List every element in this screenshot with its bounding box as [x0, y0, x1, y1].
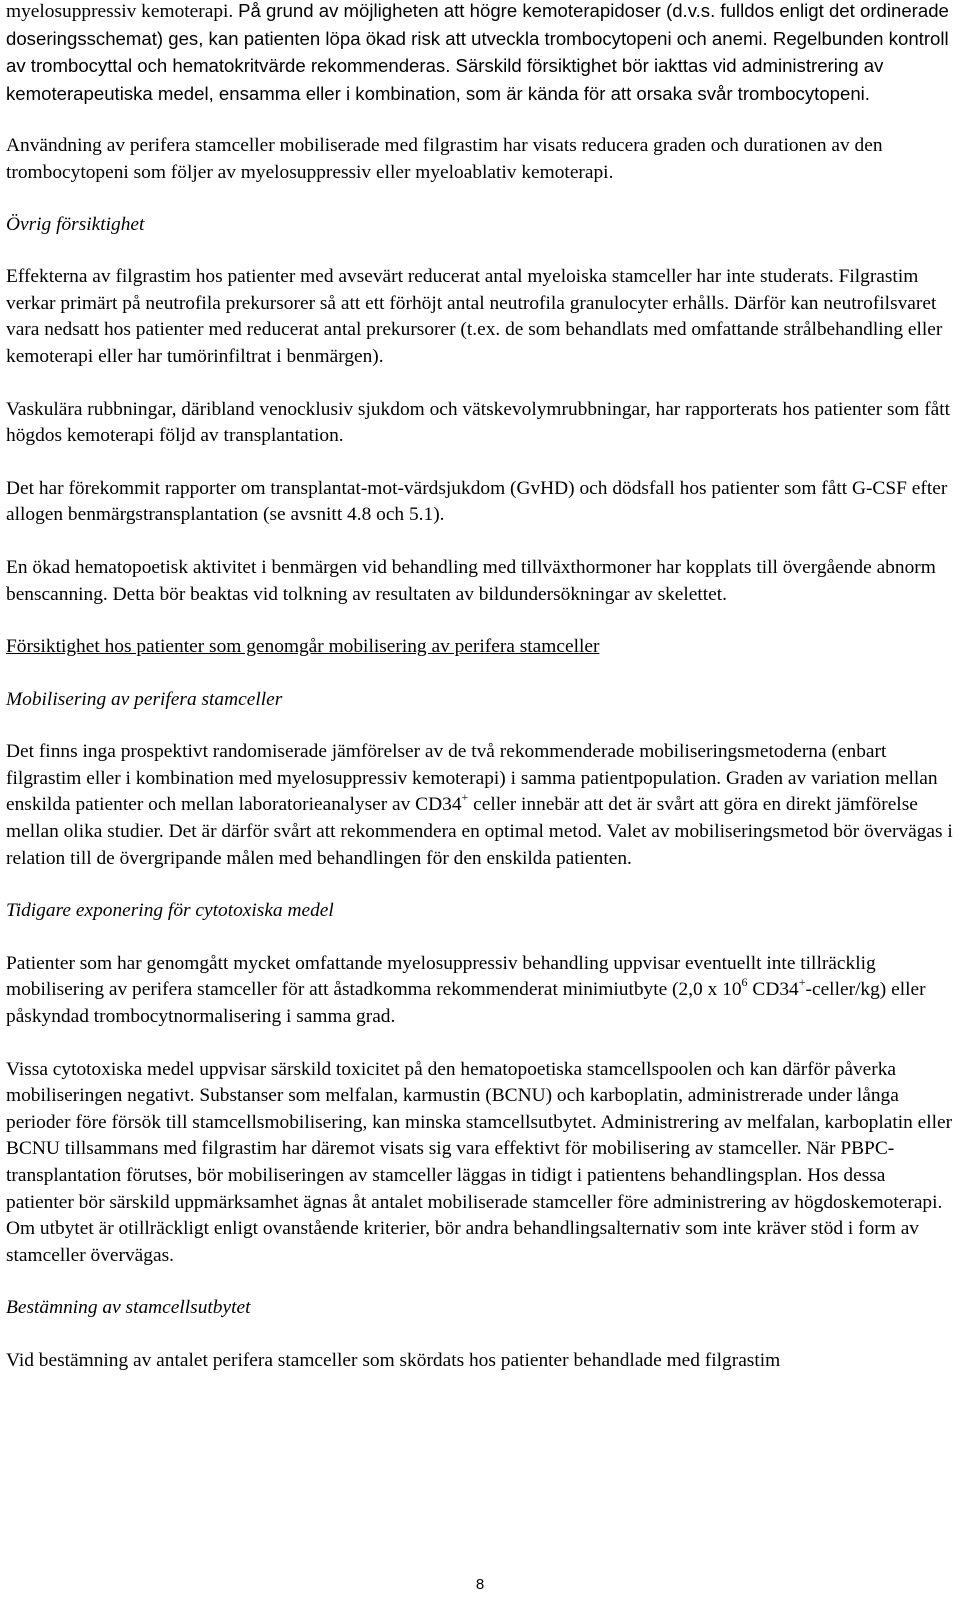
paragraph-randomiserade-text-b: celler innebär att det är svårt att göra en direkt jämförelse mellan olika studier. Det är därför svårt att rekommendera en optimal metod. Valet av mobiliseringsmetod bör övervägas i relation till de övergripande målen med behandlingen för den enskilda patienten. — [6, 794, 953, 869]
superscript-plus: + — [798, 974, 806, 989]
paragraph-trombocytopeni-rest: På grund av möjligheten att högre kemoterapidoser (d.v.s. fulldos enligt det ordinerade doseringsschemat) ges, kan patienten löpa ökad risk att utveckla trombocytopeni och anemi. Regelbunden kontroll av trombocyttal och hematokritvärde rekommenderas. Särskild försiktighet bör iakttas vid administrering av kemoterapeutiska medel, ensamma eller i kombination, som är kända för att orsaka svår trombocytopeni. — [6, 0, 949, 104]
page-number: 8 — [475, 1576, 485, 1593]
paragraph-vaskulara-rubbningar: Vaskulära rubbningar, däribland venocklusiv sjukdom och vätskevolymrubbningar, har rapporterats hos patienter som fått högdos kemoterapi följd av transplantation. — [6, 398, 951, 447]
document-page — [6, 0, 954, 1375]
paragraph-minimiutbyte-text-c: -celler/kg) eller påskyndad trombocytnormalisering i samma grad. — [6, 979, 926, 1028]
superscript-plus: + — [461, 790, 469, 804]
heading-forsiktighet-mobilisering: Försiktighet hos patienter som genomgår mobilisering av perifera stamceller — [6, 636, 600, 658]
paragraph-myeloiska-stamceller: Effekterna av filgrastim hos patienter med avsevärt reducerat antal myeloiska stamceller har inte studerats. Filgrastim verkar primärt på neutrofila prekursorer så att ett förhöjt antal neutrofila granulocyter erhålls. Därför kan neutrofilsvaret vara nedsatt hos patienter med reducerat antal prekursorer (t.ex. de som behandlats med omfattande strålbehandling eller kemoterapi eller har tumörinfiltrat i benmärgen). — [6, 266, 943, 367]
paragraph-bestamning: Vid bestämning av antalet perifera stamceller som skördats hos patienter behandlade med filgrastim — [6, 1349, 781, 1371]
heading-bestamning: Bestämning av stamcellsutbytet — [6, 1297, 251, 1319]
paragraph-cytotoxiska-medel: Vissa cytotoxiska medel uppvisar särskild toxicitet på den hematopoetiska stamcellspoolen och kan därför påverka mobiliseringen negativt. Substanser som melfalan, karmustin (BCNU) och karboplatin, administrerade under långa perioder före försök till stamcellsmobilisering, kan minska stamcellsutbytet. Administrering av melfalan, karboplatin eller BCNU tillsammans med filgrastim har däremot visats sig vara effektivt för mobilisering av stamceller. När PBPC-transplantation förutses, bör mobiliseringen av stamceller läggas in tidigt i patientens behandlingsplan. Hos dessa patienter bör särskild uppmärksamhet ägnas åt antalet mobiliserade stamceller före administrering av högdoskemoterapi. Om utbytet är otillräckligt enligt ovanstående kriterier, bör andra behandlingsalternativ som inte kräver stöd i form av stamceller övervägas. — [6, 1058, 953, 1266]
heading-tidigare-exponering: Tidigare exponering för cytotoxiska medel — [6, 900, 334, 922]
paragraph-gvhd: Det har förekommit rapporter om transplantat-mot-värdsjukdom (GvHD) och dödsfall hos patienter som fått G-CSF efter allogen benmärgstransplantation (se avsnitt 4.8 och 5.1). — [6, 477, 948, 526]
paragraph-benscanning: En ökad hematopoetisk aktivitet i benmärgen vid behandling med tillväxthormoner har kopplats till övergående abnorm benscanning. Detta bör beaktas vid tolkning av resultaten av bildundersökningar av skelettet. — [6, 556, 936, 605]
heading-mobilisering: Mobilisering av perifera stamceller — [6, 688, 283, 710]
superscript-exponent: 6 — [741, 974, 748, 989]
paragraph-randomiserade-text-a: Det finns inga prospektivt randomiserade jämförelser av de två rekommenderade mobiliseringsmetoderna (enbart filgrastim eller i kombination med myelosuppressiv kemoterapi) i samma patientpopulation. Graden av variation mellan enskilda patienter och mellan laboratorieanalyser av CD34 — [6, 741, 938, 816]
paragraph-minimiutbyte-text-a: Patienter som har genomgått mycket omfattande myelosuppressiv behandling uppvisar eventuellt inte tillräcklig mobilisering av perifera stamceller för att åstadkomma rekommenderat minimiutbyte (2,0 x 10 — [6, 952, 876, 1001]
heading-ovrig-forsiktighet: Övrig försiktighet — [6, 213, 145, 235]
paragraph-trombocytopeni — [6, 0, 954, 108]
paragraph-minimiutbyte — [6, 951, 954, 1031]
paragraph-minimiutbyte-text-b: CD34 — [747, 979, 799, 1001]
paragraph-perifera-stamceller: Användning av perifera stamceller mobiliserade med filgrastim har visats reducera graden och durationen av den trombocytopeni som följer av myelosuppressiv eller myeloablativ kemoterapi. — [6, 135, 883, 183]
paragraph-randomiserade-jamforelser — [6, 739, 954, 872]
paragraph-trombocytopeni-start: myelosuppressiv kemoterapi. — [6, 1, 239, 22]
